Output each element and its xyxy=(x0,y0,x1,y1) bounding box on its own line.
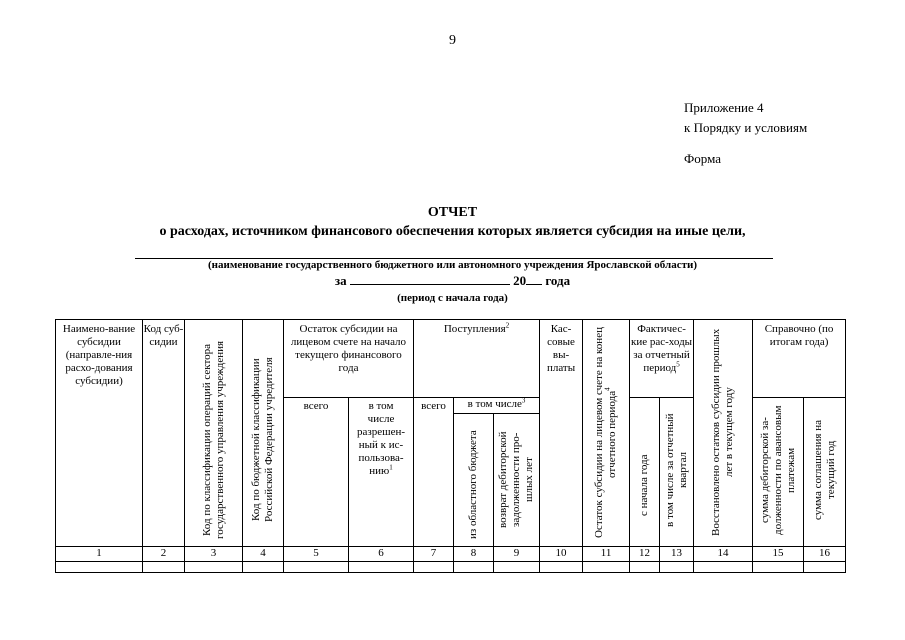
report-table xyxy=(55,319,846,573)
header-rest-start: Остаток субсидии на лицевом счете на начало текущего финансового года xyxy=(284,320,414,398)
col-num: 6 xyxy=(349,547,414,562)
col-num: 10 xyxy=(540,547,583,562)
header-kosgu-code: Код по классификации операций сектора государственного управления учреждения xyxy=(185,320,243,547)
col-num: 12 xyxy=(630,547,660,562)
data-cell xyxy=(243,562,284,573)
period-line xyxy=(0,272,905,289)
data-cell xyxy=(414,562,454,573)
header-reference: Справочно (по итогам года) xyxy=(753,320,846,398)
col-num: 3 xyxy=(185,547,243,562)
data-cell xyxy=(349,562,414,573)
period-caption: (период с начала года) xyxy=(397,292,508,304)
year-blank xyxy=(526,272,542,285)
header-income-regional: из областного бюджета xyxy=(454,414,494,547)
header-fact-year: с начала года xyxy=(630,398,660,547)
form-label: Форма xyxy=(684,151,721,166)
header-rest-end: Остаток субсидии на лицевом счете на конец отчетного периода$^4$ xyxy=(583,320,630,547)
header-restored: Восстановлено остатков субсидии прошлых лет в текущем году xyxy=(694,320,753,547)
data-cell xyxy=(494,562,540,573)
header-rest-total: всего xyxy=(284,398,349,547)
appendix-line-1: Приложение 4 xyxy=(684,100,764,115)
empty-data-row xyxy=(56,562,846,573)
header-kbk-code: Код по бюджетной классификации Российской Федерации учредителя xyxy=(243,320,284,547)
data-cell xyxy=(660,562,694,573)
period-year-prefix: 20 xyxy=(513,273,527,288)
data-cell xyxy=(454,562,494,573)
data-cell xyxy=(56,562,143,573)
data-cell xyxy=(753,562,804,573)
institution-caption: (наименование государственного бюджетного или автономного учреждения Ярославской области) xyxy=(208,259,697,271)
appendix-line-2: к Порядку и условиям xyxy=(684,120,808,135)
data-cell xyxy=(540,562,583,573)
period-suffix: года xyxy=(545,273,571,288)
header-income-total: всего xyxy=(414,398,454,547)
col-num: 13 xyxy=(660,547,694,562)
page-number: 9 xyxy=(449,33,456,48)
col-num: 2 xyxy=(143,547,185,562)
header-subsidy-code: Код суб-сидии xyxy=(143,320,185,547)
col-num: 5 xyxy=(284,547,349,562)
appendix-reference xyxy=(684,98,807,138)
header-ref-debt: сумма дебиторской за-долженности по авансовым платежам xyxy=(753,398,804,547)
header-payments: Кас-совые вы-платы xyxy=(540,320,583,547)
data-cell xyxy=(804,562,846,573)
document-title: ОТЧЕТ xyxy=(427,205,478,220)
col-num: 14 xyxy=(694,547,753,562)
data-cell xyxy=(694,562,753,573)
header-ref-agreement: сумма соглашения на текущий год xyxy=(804,398,846,547)
col-num: 16 xyxy=(804,547,846,562)
header-fact-quarter: в том числе за отчетный квартал xyxy=(660,398,694,547)
period-blank xyxy=(350,272,510,285)
period-prefix: за xyxy=(334,273,347,288)
data-cell xyxy=(185,562,243,573)
col-num: 4 xyxy=(243,547,284,562)
column-number-row xyxy=(56,547,846,562)
col-num: 7 xyxy=(414,547,454,562)
data-cell xyxy=(284,562,349,573)
data-cell xyxy=(143,562,185,573)
header-fact-expenses: Фактичес-кие рас-ходы за отчетный период$^5$ xyxy=(630,320,694,398)
col-num: 1 xyxy=(56,547,143,562)
header-rest-allowed: в том числе разрешен-ный к ис-пользова-нию$^1$ xyxy=(349,398,414,547)
header-income: Поступления$^2$ xyxy=(414,320,540,398)
col-num: 15 xyxy=(753,547,804,562)
document-subtitle: о расходах, источником финансового обеспечения которых является субсидия на иные цели, xyxy=(159,224,746,239)
data-cell xyxy=(583,562,630,573)
col-num: 8 xyxy=(454,547,494,562)
col-num: 9 xyxy=(494,547,540,562)
header-income-incl: в том числе$^3$ xyxy=(454,398,540,414)
header-income-debt: возврат дебиторской задолженности про-шлых лет xyxy=(494,414,540,547)
header-subsidy-name: Наимено-вание субсидии (направле-ния расхо-дования субсидии) xyxy=(56,320,143,547)
col-num: 11 xyxy=(583,547,630,562)
data-cell xyxy=(630,562,660,573)
